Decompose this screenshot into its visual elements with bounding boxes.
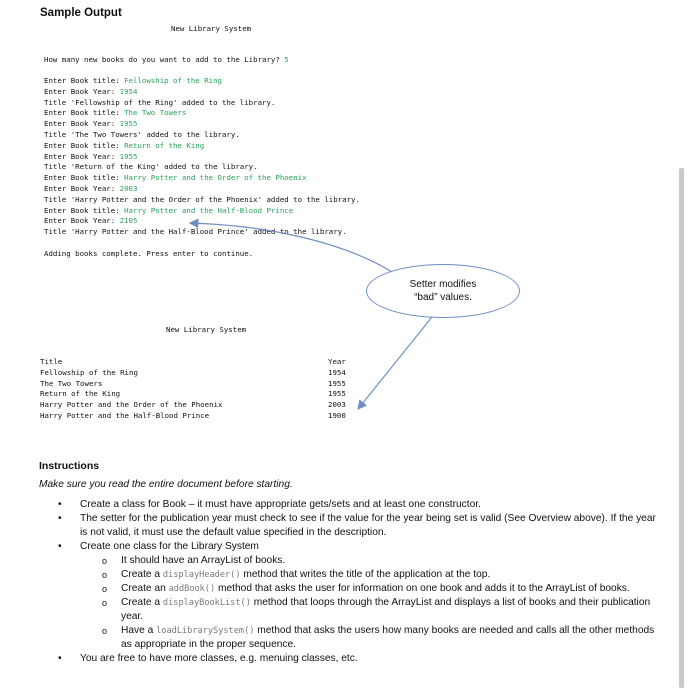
console-line-label: Enter Book Year:: [44, 119, 116, 129]
instructions-section: [39, 459, 664, 666]
scrollbar[interactable]: [679, 168, 684, 688]
prompt-answer: 5: [284, 55, 289, 64]
prompt-text: How many new books do you want to add to the Library?: [44, 55, 280, 64]
console-line-label: Title 'Fellowship of the Ring' added to the library.: [44, 97, 276, 107]
sub-item-text: Create a: [121, 597, 161, 608]
sub-list: [80, 554, 664, 652]
console-line-label: Enter Book title:: [44, 108, 120, 118]
instructions-intro: Make sure you read the entire document before starting.: [39, 479, 293, 490]
console-line-input: 1955: [119, 119, 138, 129]
console-line-label: Title 'The Two Towers' added to the library.: [44, 129, 240, 139]
callout-line-2: “bad” values.: [414, 292, 472, 303]
console-footer: Adding books complete. Press enter to continue.: [44, 249, 254, 258]
list-item: • You are free to have more classes, e.g. menuing classes, etc.: [80, 652, 664, 666]
console-line-label: Enter Book title:: [44, 76, 120, 85]
sub-list-item: [121, 582, 664, 596]
console-line-label: Title 'Harry Potter and the Half-Blood Prince' added to the library.: [44, 227, 347, 237]
book-year-cell: 2003: [328, 400, 346, 410]
sub-list-item: o It should have an ArrayList of books.: [121, 554, 664, 568]
section-heading: Sample Output: [40, 7, 122, 19]
instructions-title: Instructions: [39, 460, 100, 472]
console-line-label: Enter Book title:: [44, 140, 120, 150]
arrow-to-input-year: [190, 223, 392, 272]
code-add-book: addBook(): [168, 584, 216, 594]
code-load-library-system: loadLibrarySystem(): [156, 626, 255, 636]
title-column: [40, 368, 222, 422]
console-line-label: Enter Book Year:: [44, 151, 116, 161]
console-line-label: Enter Book Year:: [44, 86, 116, 96]
book-title-cell: Harry Potter and the Order of the Phoenix: [40, 400, 223, 410]
book-year-cell: 1954: [328, 367, 346, 377]
console-line-label: Enter Book title:: [44, 205, 120, 215]
book-year-cell: 1900: [328, 410, 346, 420]
console2-header: New Library System: [166, 325, 247, 334]
sub-item-text: Have a: [121, 625, 154, 636]
list-item: • Create a class for Book – it must have appropriate gets/sets and at least one constructor.: [80, 498, 664, 512]
console-line-input: 2105: [119, 216, 138, 226]
year-column: [328, 368, 346, 422]
list-item: [80, 540, 664, 652]
console-line-input: The Two Towers: [124, 108, 187, 118]
sub-item-text: Create an: [121, 583, 166, 594]
code-display-book-list: displayBookList(): [162, 598, 251, 608]
console-line-label: Title 'Harry Potter and the Order of the Phoenix' added to the library.: [44, 194, 360, 204]
sub-list-item: [121, 624, 664, 652]
console-line-label: Enter Book title:: [44, 173, 120, 183]
book-year-cell: 1955: [328, 378, 346, 388]
book-year-cell: 1955: [328, 389, 346, 399]
arrow-to-output-year: [358, 317, 432, 409]
sub-item-text: method that asks the users how many books are needed and calls all the other methods as appropriate in the proper sequence.: [121, 625, 655, 650]
book-table-years: [328, 357, 346, 422]
console-line-input: 1955: [119, 151, 138, 161]
book-table-titles: [40, 357, 222, 422]
code-display-header: displayHeader(): [162, 570, 241, 580]
console-line-input: Fellowship of the Ring: [124, 76, 222, 85]
book-title-cell: Fellowship of the Ring: [40, 367, 138, 377]
book-title-cell: Harry Potter and the Half-Blood Prince: [40, 410, 210, 420]
instruction-list: [39, 498, 664, 666]
console-line-label: Title 'Return of the King' added to the library.: [44, 162, 258, 172]
book-title-cell: The Two Towers: [40, 378, 103, 388]
console-line-label: Enter Book Year:: [44, 183, 116, 193]
book-title-cell: Return of the King: [40, 389, 121, 399]
list-item: • The setter for the publication year must check to see if the value for the year being set is valid (See Overview above). If the year is not valid, it must use the default value specified in the description.: [80, 512, 664, 540]
sub-item-text: method that loops through the ArrayList and displays a list of books and their publication year.: [121, 597, 651, 622]
col-year-header: Year: [328, 357, 346, 366]
list-item-text: Create one class for the Library System: [80, 541, 259, 552]
col-title-header: Title: [40, 357, 63, 366]
console-line-input: 1954: [119, 86, 138, 96]
console-line-label: Enter Book Year:: [44, 216, 116, 226]
sub-list-item: [121, 568, 664, 582]
sub-item-text: Create a: [121, 569, 161, 580]
callout-line-1: Setter modifies: [409, 279, 477, 290]
sub-list-item: [121, 596, 664, 624]
console-line-input: Harry Potter and the Order of the Phoenix: [124, 173, 307, 183]
console-header: New Library System: [171, 24, 252, 33]
console-line-input: Harry Potter and the Half-Blood Prince: [124, 205, 294, 215]
console-line-input: Return of the King: [124, 140, 205, 150]
console-line-input: 2003: [119, 183, 138, 193]
sub-item-text: method that asks the user for information on one book and adds it to the ArrayList of books.: [218, 583, 630, 594]
sub-item-text: method that writes the title of the application at the top.: [243, 569, 491, 580]
